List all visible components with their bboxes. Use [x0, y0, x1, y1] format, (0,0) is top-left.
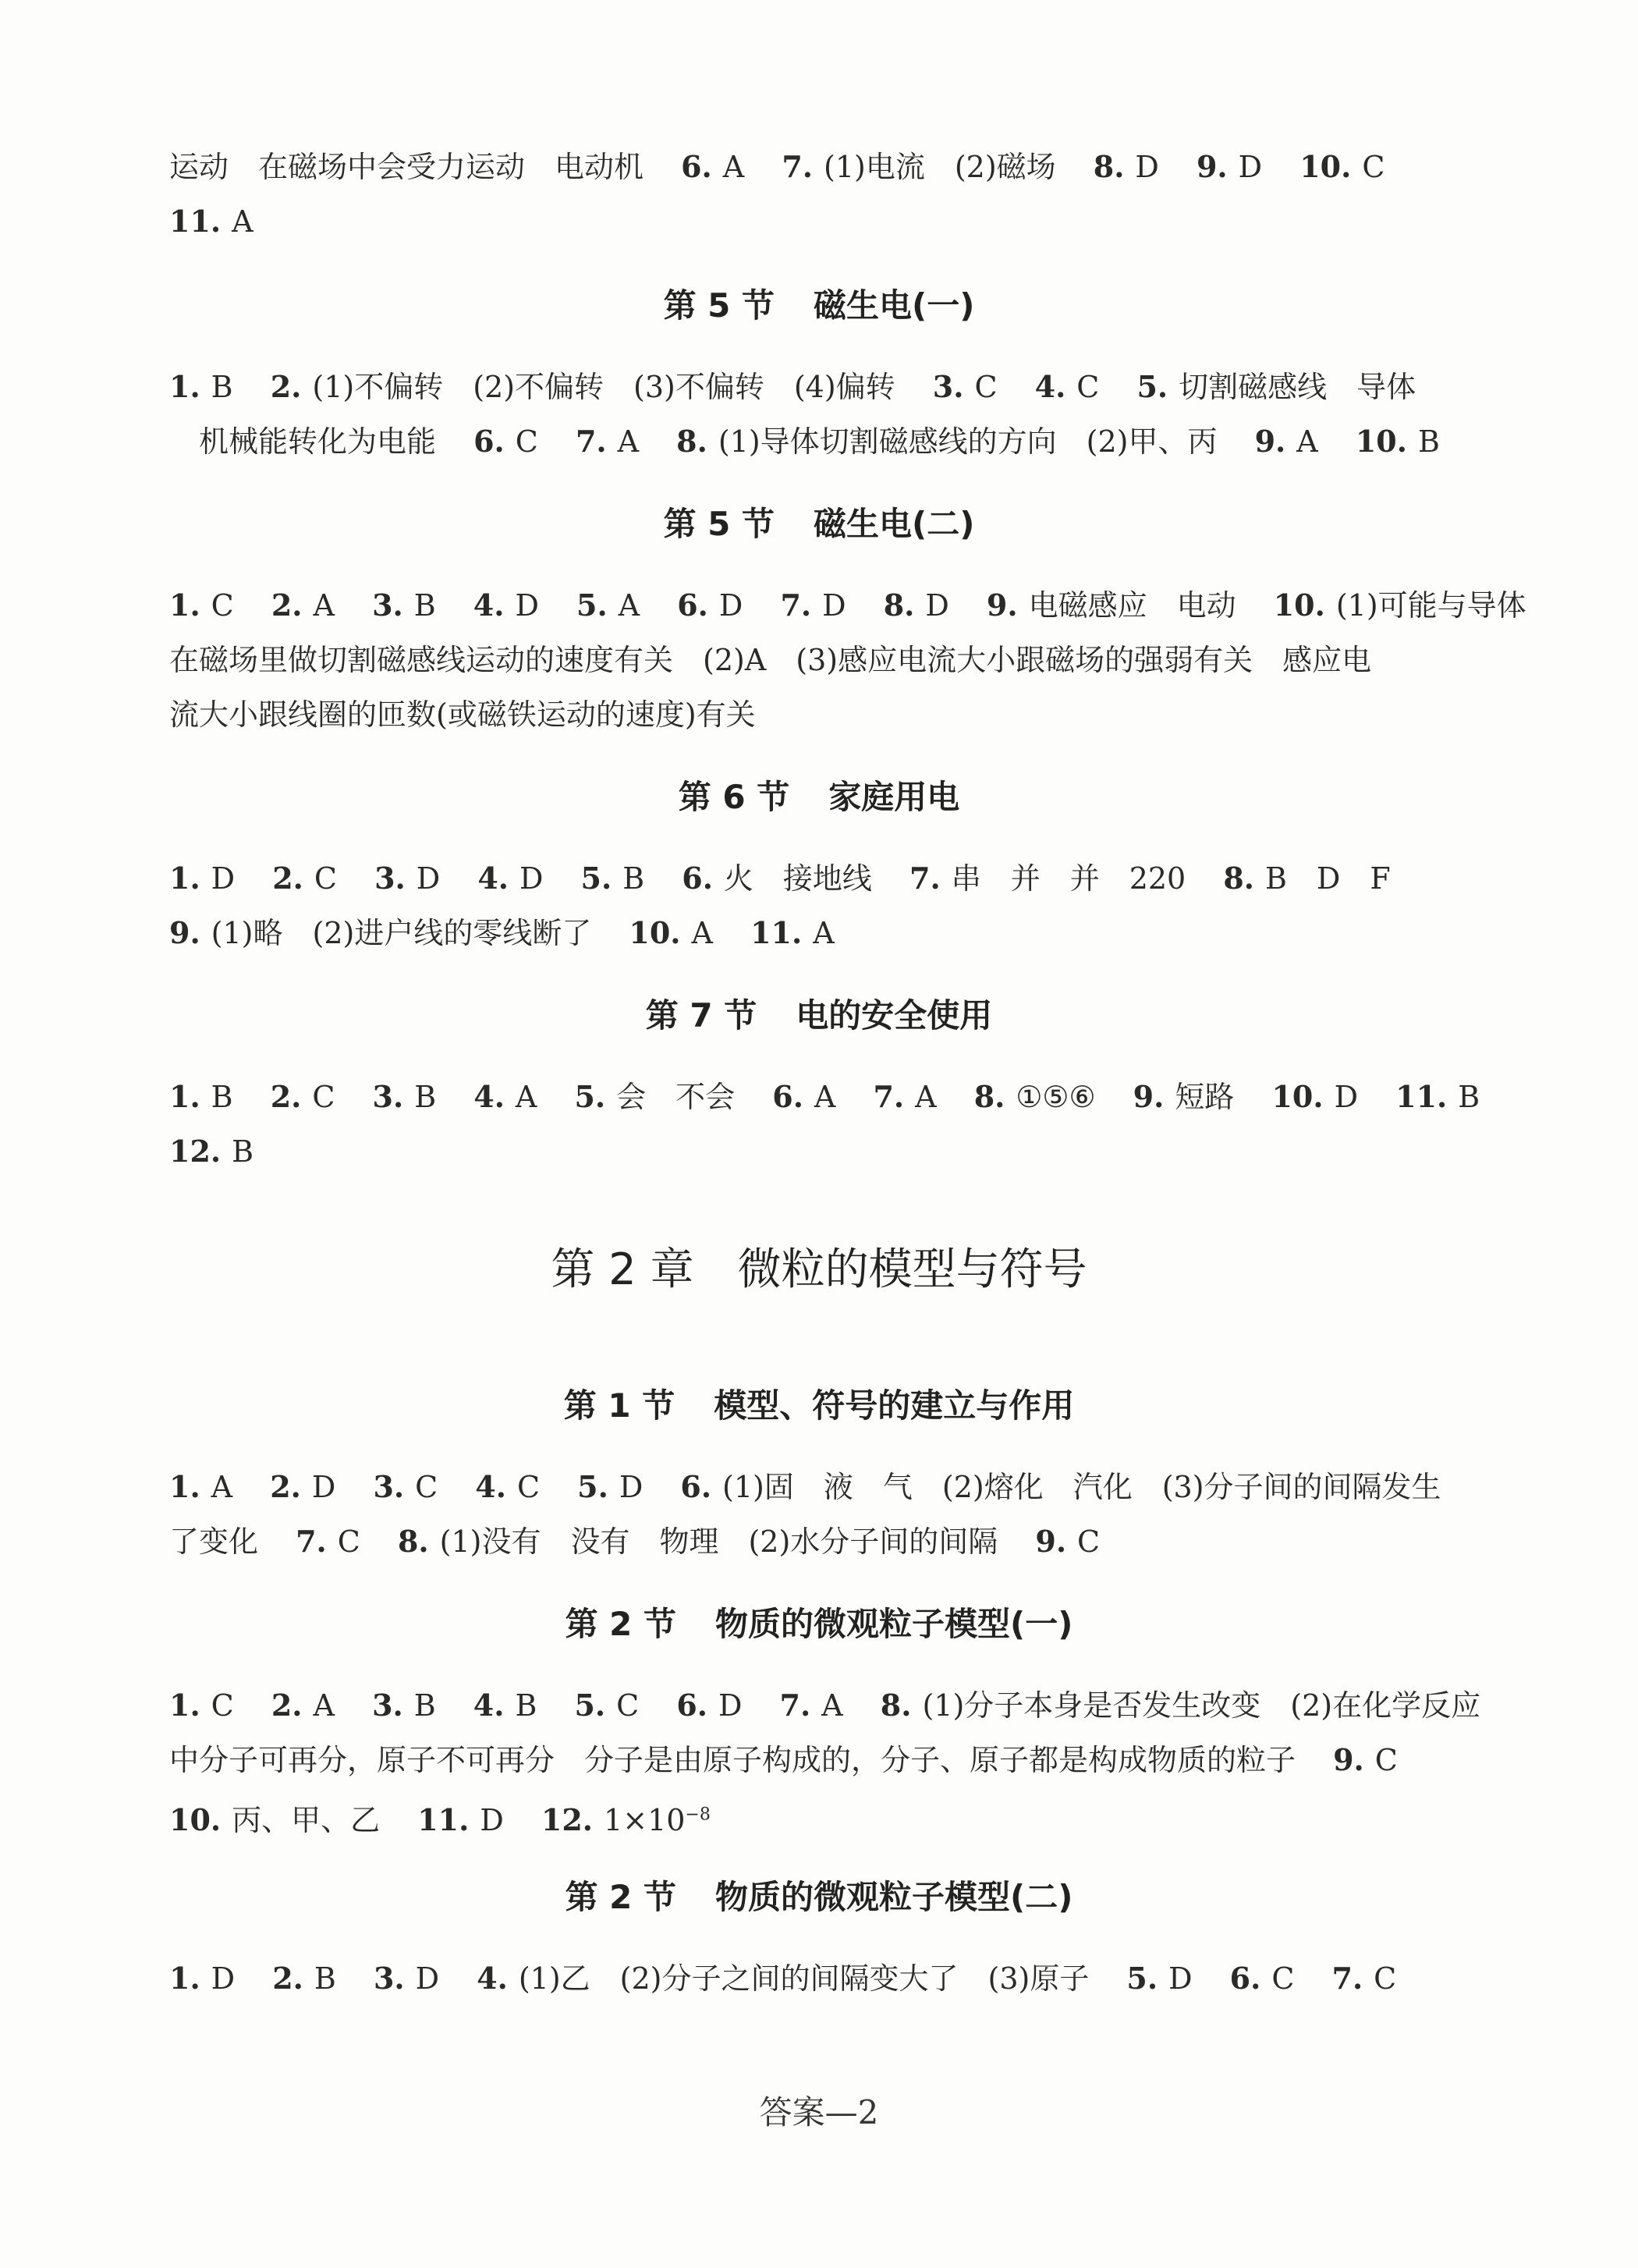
- question-number: 4.: [473, 1688, 505, 1723]
- answer-value: D: [822, 588, 846, 623]
- answer-item: [270, 1470, 335, 1504]
- question-number: 3.: [374, 861, 406, 896]
- question-number: 3.: [372, 587, 403, 623]
- answer-value: C: [1076, 370, 1100, 404]
- question-number: 12.: [541, 1801, 594, 1837]
- question-number: 6.: [1229, 1961, 1261, 1996]
- answer-item: [680, 1470, 1441, 1504]
- answer-item: [1299, 150, 1384, 184]
- answer-value: A: [722, 150, 745, 184]
- answer-line: [169, 1687, 1480, 1724]
- answer-item: [1126, 1961, 1192, 1996]
- question-number: 3.: [372, 1688, 403, 1723]
- answer-item: [576, 588, 640, 623]
- answer-value: B: [211, 1080, 233, 1114]
- answer-value: 1×10: [604, 1802, 686, 1837]
- question-number: 7.: [575, 424, 607, 459]
- question-number: 6.: [681, 149, 712, 184]
- answer-value: A: [617, 424, 640, 459]
- answer-item: [169, 1688, 234, 1723]
- answer-value: D: [519, 861, 544, 896]
- answer-text: 了变化: [169, 1524, 259, 1559]
- answer-text: 在磁场里做切割磁感线运动的速度有关 (2)A (3)感应电流大小跟磁场的强弱有关 感应电: [169, 643, 1372, 677]
- answer-item: [574, 1080, 735, 1114]
- answer-value: B: [413, 588, 436, 623]
- question-number: 8.: [1093, 149, 1125, 184]
- section-heading: [0, 996, 1638, 1036]
- answer-value: B: [622, 861, 645, 896]
- answer-value: B: [232, 1134, 254, 1169]
- question-number: 11.: [1395, 1079, 1448, 1114]
- answer-item: [1035, 1524, 1100, 1559]
- answer-value: C: [1362, 150, 1385, 184]
- question-number: 7.: [909, 861, 941, 896]
- answer-value: D: [1168, 1961, 1193, 1996]
- answer-item: [417, 1803, 504, 1837]
- question-number: 6.: [473, 424, 505, 459]
- answer-value: (1)不偏转 (2)不偏转 (3)不偏转 (4)偏转: [312, 370, 895, 404]
- answer-value: D: [718, 588, 743, 623]
- answer-value: A: [211, 1470, 233, 1504]
- answer-line: [169, 1523, 1480, 1560]
- answer-item: [169, 1470, 232, 1504]
- answer-value: B: [515, 1688, 537, 1723]
- answer-value: D: [1135, 150, 1159, 184]
- answer-value: C: [1271, 1961, 1295, 1996]
- question-number: 7.: [780, 587, 812, 623]
- question-number: 3.: [373, 1469, 405, 1504]
- question-number: 5.: [1126, 1961, 1158, 1996]
- question-number: 3.: [932, 369, 964, 404]
- answer-value: C: [1077, 1524, 1101, 1559]
- answer-value: D: [619, 1470, 644, 1504]
- section-number: 第 5 节: [663, 505, 775, 543]
- answer-value: B: [414, 1080, 437, 1114]
- answer-value: B: [211, 370, 233, 404]
- answer-value: D: [211, 1961, 236, 1996]
- section-number: 第 2 节: [565, 1878, 677, 1916]
- answer-value: D: [311, 1470, 336, 1504]
- answer-item: [676, 1688, 742, 1723]
- question-number: 7.: [873, 1079, 905, 1114]
- question-number: 1.: [169, 587, 200, 623]
- exponent: −8: [685, 1805, 711, 1824]
- answer-line: [169, 368, 1480, 406]
- question-number: 10.: [1273, 587, 1325, 623]
- answer-item: [1271, 1080, 1358, 1114]
- question-number: 4.: [477, 1961, 508, 1996]
- answer-value: C: [415, 1470, 438, 1504]
- answer-value: 短路: [1175, 1080, 1235, 1114]
- question-number: 8.: [1223, 861, 1254, 896]
- answer-line: [169, 860, 1480, 897]
- answer-item: [541, 1803, 711, 1837]
- question-number: 10.: [1299, 149, 1352, 184]
- answer-value: B D F: [1265, 861, 1391, 896]
- answer-item: [1136, 370, 1416, 404]
- answer-item: [372, 588, 436, 623]
- question-number: 5.: [1136, 369, 1168, 404]
- answer-value: 电磁感应 电动: [1028, 588, 1236, 623]
- answer-value: 丙、甲、乙: [232, 1802, 381, 1837]
- answer-item: [169, 861, 235, 896]
- question-number: 5.: [574, 1688, 606, 1723]
- answer-item: [271, 588, 335, 623]
- question-number: 9.: [986, 587, 1018, 623]
- question-number: 12.: [169, 1134, 222, 1169]
- answer-item: [169, 1080, 233, 1114]
- answer-item: [475, 1470, 540, 1504]
- answer-value: D: [925, 588, 949, 623]
- question-number: 3.: [373, 1961, 405, 1996]
- answer-value: D: [415, 1961, 440, 1996]
- answer-item: [373, 1470, 438, 1504]
- answer-item: [873, 1080, 936, 1114]
- answer-item: [574, 1688, 639, 1723]
- answer-value: B: [413, 1688, 436, 1723]
- answer-item: [169, 1961, 235, 1996]
- question-number: 10.: [629, 915, 681, 950]
- question-number: 11.: [750, 915, 803, 950]
- answer-item: [987, 588, 1236, 623]
- answer-line: [169, 203, 1480, 240]
- answer-value: 切割磁感线 导体: [1179, 370, 1416, 404]
- section-title: 物质的微观粒子模型(二): [715, 1878, 1073, 1916]
- question-number: 9.: [1196, 149, 1228, 184]
- answer-value: A: [1296, 424, 1318, 459]
- answer-value: C: [211, 1688, 234, 1723]
- question-number: 1.: [169, 1961, 200, 1996]
- answer-item: [272, 861, 337, 896]
- section-title: 模型、符号的建立与作用: [714, 1386, 1075, 1425]
- question-number: 2.: [271, 1688, 303, 1723]
- answer-value: B: [1417, 424, 1440, 459]
- answer-value: A: [232, 204, 254, 239]
- question-number: 7.: [296, 1524, 327, 1559]
- answer-item: [373, 1080, 437, 1114]
- question-number: 10.: [1355, 424, 1407, 459]
- answer-value: D: [211, 861, 236, 896]
- answer-value: C: [616, 1688, 640, 1723]
- answer-line: [169, 641, 1480, 679]
- chapter-title: 微粒的模型与符号: [737, 1244, 1087, 1295]
- answer-text: 中分子可再分，原子不可再分 分子是由原子构成的，分子、原子都是构成物质的粒子: [169, 1743, 1296, 1777]
- answer-value: 会 不会: [616, 1080, 736, 1114]
- question-number: 2.: [270, 369, 302, 404]
- answer-item: [473, 1688, 537, 1723]
- question-number: 5.: [580, 861, 612, 896]
- answer-value: A: [313, 588, 335, 623]
- answer-line: [169, 696, 1480, 733]
- answer-item: [169, 370, 233, 404]
- question-number: 6.: [677, 587, 708, 623]
- question-number: 11.: [169, 204, 222, 239]
- answer-item: [884, 588, 949, 623]
- question-number: 1.: [169, 369, 200, 404]
- answer-value: 串 并 并 220: [951, 861, 1186, 896]
- answer-item: [477, 861, 543, 896]
- answer-item: [1094, 150, 1159, 184]
- answer-item: [169, 916, 591, 950]
- answer-value: (1)略 (2)进户线的零线断了: [211, 916, 592, 950]
- question-number: 9.: [1254, 424, 1286, 459]
- question-number: 7.: [779, 1688, 811, 1723]
- question-number: 8.: [883, 587, 915, 623]
- question-number: 4.: [477, 861, 509, 896]
- question-number: 7.: [1331, 1961, 1363, 1996]
- question-number: 10.: [169, 1801, 222, 1837]
- answer-item: [372, 1688, 436, 1723]
- question-number: 6.: [682, 861, 713, 896]
- question-number: 5.: [577, 1469, 608, 1504]
- question-number: 4.: [1034, 369, 1066, 404]
- answer-value: B: [1458, 1080, 1480, 1114]
- answer-text: 机械能转化为电能: [199, 424, 437, 459]
- answer-value: A: [691, 916, 713, 950]
- answer-item: [780, 588, 846, 623]
- answer-value: D: [515, 588, 539, 623]
- answer-value: (1)固 液 气 (2)熔化 汽化 (3)分子间的间隔发生: [722, 1470, 1441, 1504]
- chapter-heading: [0, 1244, 1638, 1297]
- section-heading: [0, 1604, 1638, 1645]
- answer-value: (1)没有 没有 物理 (2)水分子间的间隔: [439, 1524, 998, 1559]
- answer-value: D: [1334, 1080, 1359, 1114]
- answer-value: C: [312, 1080, 335, 1114]
- question-number: 8.: [397, 1524, 429, 1559]
- question-number: 1.: [169, 1079, 200, 1114]
- question-number: 4.: [475, 1469, 506, 1504]
- answer-value: D: [1238, 150, 1263, 184]
- answer-item: [1197, 150, 1262, 184]
- answer-value: (1)乙 (2)分子之间的间隔变大了 (3)原子: [518, 1961, 1090, 1996]
- answer-item: [909, 861, 1186, 896]
- answer-item: [750, 916, 835, 950]
- question-number: 8.: [880, 1688, 912, 1723]
- answer-line: [169, 587, 1526, 624]
- section-number: 第 5 节: [663, 286, 775, 325]
- section-title: 家庭用电: [828, 778, 960, 816]
- section-number: 第 2 节: [565, 1605, 677, 1643]
- answer-value: (1)导体切割磁感线的方向 (2)甲、丙: [718, 424, 1218, 459]
- answer-value: ①⑤⑥: [1016, 1080, 1096, 1114]
- section-heading: [0, 1386, 1638, 1426]
- section-number: 第 1 节: [563, 1386, 675, 1425]
- section-title: 磁生电(二): [814, 505, 975, 543]
- answer-item: [577, 1470, 643, 1504]
- answer-value: A: [821, 1688, 843, 1723]
- question-number: 8.: [973, 1079, 1005, 1114]
- answer-line: [169, 1960, 1480, 1997]
- answer-line: [169, 914, 1480, 952]
- answer-value: A: [515, 1080, 537, 1114]
- answer-item: [398, 1524, 998, 1559]
- answer-item: [1333, 1743, 1398, 1777]
- section-title: 物质的微观粒子模型(一): [715, 1605, 1073, 1643]
- answer-value: A: [915, 1080, 937, 1114]
- answer-value: D: [718, 1688, 743, 1723]
- answer-item: [271, 1080, 335, 1114]
- answer-item: [473, 1080, 537, 1114]
- section-number: 第 7 节: [645, 996, 757, 1035]
- answer-value: A: [813, 916, 835, 950]
- answer-value: (1)电流 (2)磁场: [824, 150, 1056, 184]
- answer-value: (1)分子本身是否发生改变 (2)在化学反应: [922, 1688, 1481, 1723]
- question-number: 7.: [782, 149, 813, 184]
- question-number: 11.: [417, 1801, 470, 1837]
- question-number: 6.: [676, 1688, 707, 1723]
- answer-value: A: [313, 1688, 335, 1723]
- answer-value: C: [337, 1524, 360, 1559]
- section-title: 磁生电(一): [814, 286, 975, 325]
- section-heading: [0, 504, 1638, 545]
- question-number: 2.: [272, 1961, 303, 1996]
- page-number: 答案—2: [759, 2093, 879, 2131]
- answer-item: [576, 424, 639, 459]
- question-number: 2.: [270, 1079, 302, 1114]
- answer-line: [169, 148, 1480, 186]
- answer-item: [169, 588, 234, 623]
- question-number: 2.: [271, 587, 303, 623]
- answer-value: C: [1374, 1743, 1398, 1777]
- question-number: 1.: [169, 1688, 200, 1723]
- answer-item: [169, 1134, 254, 1169]
- answer-item: [271, 370, 895, 404]
- answer-item: [1255, 424, 1318, 459]
- section-heading: [0, 1877, 1638, 1918]
- answer-value: C: [974, 370, 998, 404]
- answer-item: [933, 370, 998, 404]
- answer-item: [881, 1688, 1480, 1723]
- answer-text: 流大小跟线圈的匝数(或磁铁运动的速度)有关: [169, 697, 756, 732]
- question-number: 4.: [473, 587, 505, 623]
- question-number: 10.: [1271, 1079, 1324, 1114]
- answer-value: C: [314, 861, 337, 896]
- question-number: 1.: [169, 1469, 200, 1504]
- answer-item: [477, 1961, 1089, 1996]
- answer-item: [1133, 1080, 1235, 1114]
- answer-item: [629, 916, 713, 950]
- section-title: 电的安全使用: [796, 996, 993, 1035]
- answer-item: [1035, 370, 1100, 404]
- answer-value: C: [516, 1470, 541, 1504]
- answer-item: [473, 424, 538, 459]
- question-number: 2.: [270, 1469, 301, 1504]
- answer-item: [772, 1080, 835, 1114]
- answer-item: [1274, 588, 1526, 623]
- answer-item: [296, 1524, 360, 1559]
- answer-line: [169, 1796, 1480, 1839]
- question-number: 1.: [169, 861, 200, 896]
- answer-item: [677, 588, 743, 623]
- answer-item: [974, 1080, 1096, 1114]
- answer-item: [681, 150, 744, 184]
- answer-line: [169, 1741, 1480, 1779]
- question-number: 5.: [576, 587, 608, 623]
- question-number: 6.: [772, 1079, 803, 1114]
- answer-item: [169, 1803, 380, 1837]
- question-number: 9.: [169, 915, 200, 950]
- question-number: 9.: [1035, 1524, 1067, 1559]
- answer-value: (1)可能与导体: [1335, 588, 1526, 623]
- answer-value: B: [314, 1961, 336, 1996]
- answer-item: [374, 1961, 439, 1996]
- answer-value: D: [480, 1802, 504, 1837]
- answer-item: [271, 1688, 335, 1723]
- chapter-number: 第 2 章: [551, 1244, 694, 1295]
- question-number: 3.: [372, 1079, 404, 1114]
- answer-line: [199, 423, 1509, 460]
- question-number: 9.: [1133, 1079, 1165, 1114]
- answer-item: [676, 424, 1217, 459]
- answer-item: [374, 861, 440, 896]
- answer-item: [1223, 861, 1390, 896]
- question-number: 9.: [1333, 1742, 1364, 1777]
- answer-value: C: [211, 588, 234, 623]
- answer-item: [780, 1688, 843, 1723]
- answer-item: [682, 861, 872, 896]
- answer-item: [473, 588, 539, 623]
- answer-item: [782, 150, 1055, 184]
- answer-item: [169, 204, 254, 239]
- section-heading: [0, 286, 1638, 326]
- answer-value: 火 接地线: [723, 861, 872, 896]
- question-number: 2.: [272, 861, 303, 896]
- answer-item: [581, 861, 645, 896]
- answer-value: D: [416, 861, 441, 896]
- answer-item: [1332, 1961, 1397, 1996]
- answer-item: [1395, 1080, 1480, 1114]
- answer-text: 运动 在磁场中会受力运动 电动机: [169, 150, 644, 184]
- question-number: 5.: [574, 1079, 606, 1114]
- answer-item: [1230, 1961, 1295, 1996]
- answer-item: [1356, 424, 1440, 459]
- question-number: 8.: [676, 424, 707, 459]
- answer-value: C: [515, 424, 538, 459]
- answer-line: [169, 1468, 1480, 1506]
- answer-value: C: [1374, 1961, 1397, 1996]
- section-number: 第 6 节: [678, 778, 790, 816]
- answer-value: A: [618, 588, 640, 623]
- question-number: 6.: [680, 1469, 712, 1504]
- answer-line: [169, 1078, 1480, 1116]
- section-heading: [0, 777, 1638, 818]
- answer-item: [272, 1961, 336, 1996]
- answer-value: A: [814, 1080, 836, 1114]
- question-number: 4.: [473, 1079, 505, 1114]
- answer-line: [169, 1133, 1480, 1170]
